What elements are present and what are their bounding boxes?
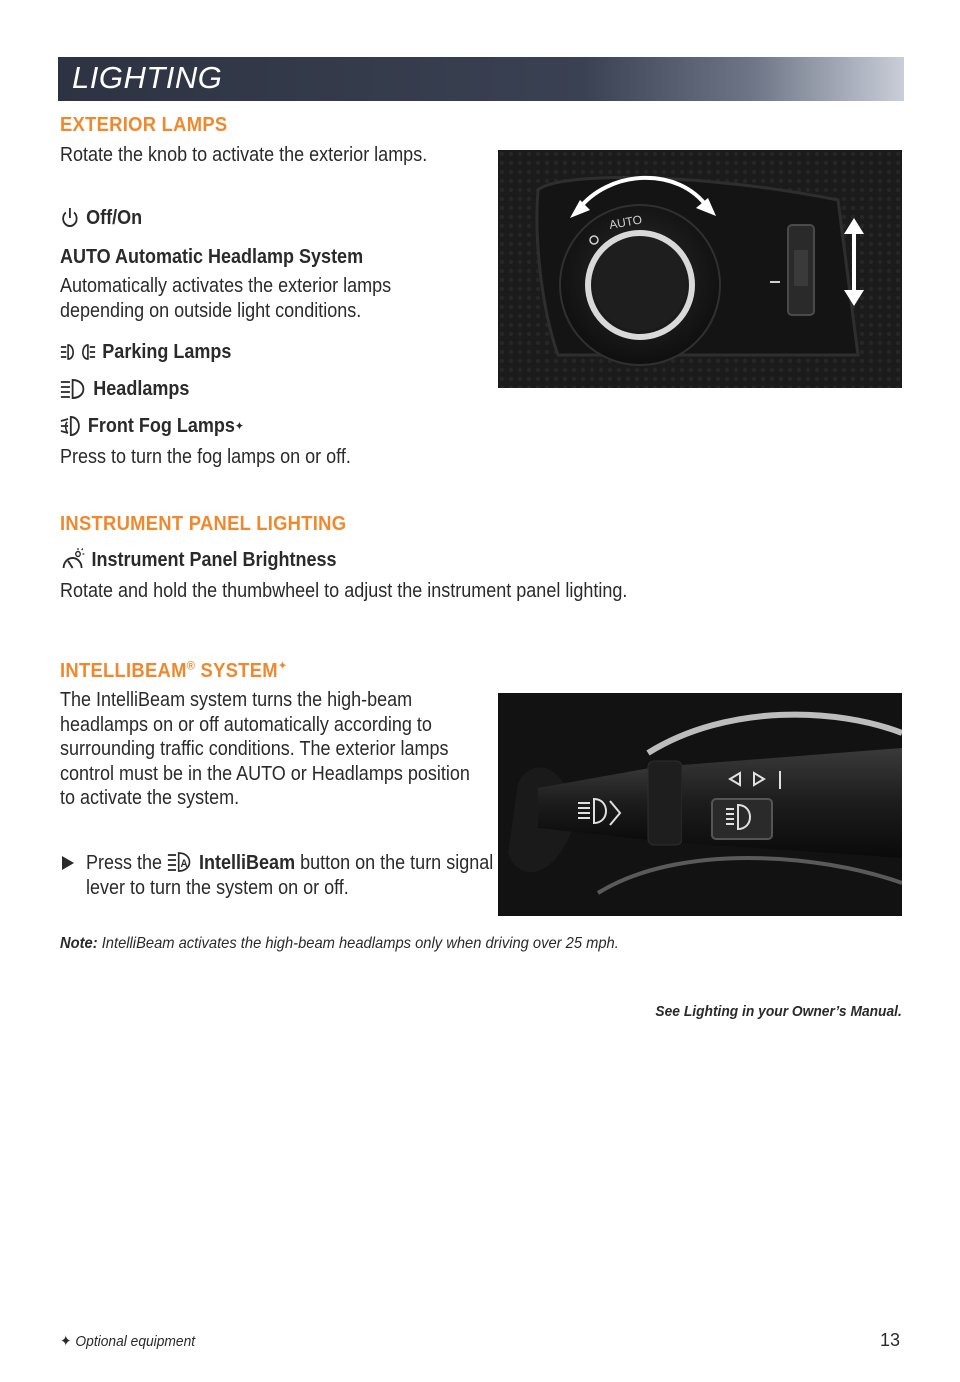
intellibeam-note (60, 935, 619, 953)
optional-marker-footer: ✦ (60, 1333, 72, 1350)
power-icon (60, 206, 80, 230)
registered-mark: ® (186, 658, 196, 673)
intellibeam-desc: The IntelliBeam system turns the high-beam headlamps on or off automatically according to surrounding traffic conditions. The exterior lamps control must be in the AUTO or Headlamps position to activate the system. (60, 689, 470, 809)
bullet-arrow-icon (62, 856, 74, 870)
parking-lamps-icon (60, 341, 96, 363)
headlamps-row (60, 377, 189, 401)
intellibeam-bold: IntelliBeam (199, 852, 296, 874)
section-title: LIGHTING (72, 60, 223, 95)
turn-signal-lever-photo (498, 693, 902, 916)
intellibeam-heading: INTELLIBEAM® SYSTEM✦ (60, 658, 288, 682)
fog-lamps-icon (60, 414, 82, 438)
instrument-panel-heading: INSTRUMENT PANEL LIGHTING (60, 513, 347, 535)
parking-row (60, 340, 231, 364)
section-banner (58, 57, 904, 101)
instrument-desc: Rotate and hold the thumbwheel to adjust the instrument panel lighting. (60, 580, 628, 602)
exterior-intro: Rotate the knob to activate the exterior lamps. (60, 144, 428, 166)
page-number: 13 (880, 1330, 901, 1350)
instrument-brightness-row (60, 548, 337, 572)
auto-title: AUTO Automatic Headlamp System (60, 246, 364, 268)
auto-photo-label: AUTO (608, 212, 644, 232)
instrument-brightness-icon (60, 548, 85, 572)
parking-label: Parking Lamps (102, 341, 232, 363)
fog-row: Front Fog Lamps ✦ (60, 414, 244, 438)
instrument-brightness-label: Instrument Panel Brightness (91, 549, 337, 571)
optional-marker-intellibeam: ✦ (277, 658, 288, 673)
fog-desc: Press to turn the fog lamps on or off. (60, 446, 351, 468)
see-manual-reference: See Lighting in your Owner’s Manual. (655, 1003, 902, 1020)
off-on-row (60, 206, 142, 230)
auto-desc: Automatically activates the exterior lamps depending on outside light conditions. (60, 275, 392, 322)
headlamps-icon (60, 378, 87, 400)
headlamps-label: Headlamps (93, 378, 190, 400)
exterior-lamps-heading: EXTERIOR LAMPS (60, 114, 228, 136)
off-on-label: Off/On (86, 207, 143, 229)
note-label: Note: (60, 935, 98, 952)
fog-label: Front Fog Lamps (87, 415, 235, 437)
svg-text:A: A (180, 858, 188, 871)
note-text: IntelliBeam activates the high-beam headlamps only when driving over 25 mph. (101, 935, 619, 952)
intellibeam-icon (167, 852, 194, 872)
optional-equipment-footnote: ✦ Optional equipment (60, 1333, 196, 1350)
headlamp-control-photo (498, 150, 902, 388)
